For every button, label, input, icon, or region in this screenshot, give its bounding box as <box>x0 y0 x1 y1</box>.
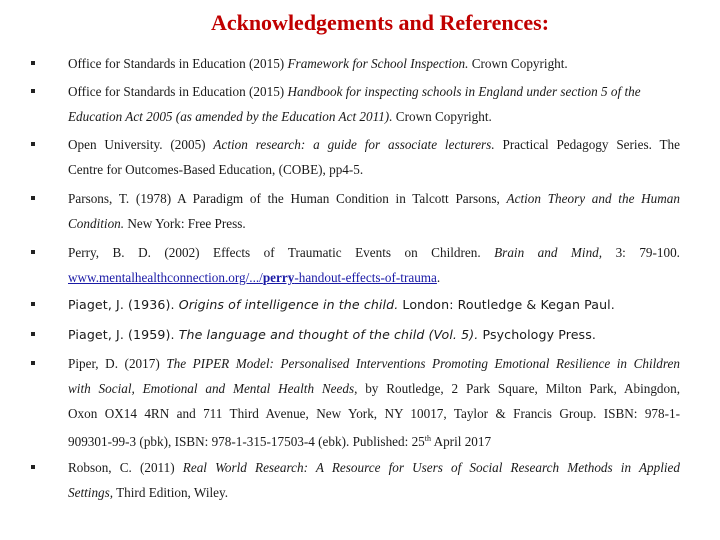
reference-text: Piaget, J. (1936). <box>68 297 179 312</box>
reference-text: 909301-99-3 (pbk), ISBN: 978-1-315-17503-4 (ebk). Published: 25 <box>68 434 425 449</box>
reference-title: Education Act 2005 (as amended by the Education Act 2011). <box>68 109 393 124</box>
reference-text: Office for Standards in Education (2015) <box>68 84 288 99</box>
reference-title: Action research: a guide for associate lecturers. <box>213 137 495 152</box>
reference-line <box>68 55 680 73</box>
reference-line <box>68 190 680 208</box>
reference-line <box>68 326 680 344</box>
reference-text: Psychology Press. <box>478 327 596 342</box>
bullet-icon <box>31 196 35 200</box>
reference-line <box>68 484 680 502</box>
reference-line <box>68 83 680 101</box>
reference-text: Practical Pedagogy Series. The <box>494 137 680 152</box>
reference-text: Perry, B. D. (2002) Effects of Traumatic Events on Children. <box>68 245 495 260</box>
reference-text: Parsons, T. (1978) A Paradigm of the Human Condition in Talcott Parsons, <box>68 191 507 206</box>
reference-text: New York: Free Press. <box>124 216 246 231</box>
reference-title: Action Theory and the Human <box>506 191 680 206</box>
reference-line <box>68 405 680 423</box>
reference-title: Real World Research: A Resource for Users of Social Research Methods in Applied <box>182 460 680 475</box>
reference-line <box>68 136 680 154</box>
reference-text: Piper, D. (2017) <box>68 356 167 371</box>
reference-line <box>68 161 680 179</box>
bullet-icon <box>31 332 35 336</box>
reference-title: Condition. <box>68 216 125 231</box>
reference-text: , by Routledge, 2 Park Square, Milton Park, Abingdon, <box>354 381 680 396</box>
reference-text: Office for Standards in Education (2015) <box>68 56 288 71</box>
reference-line <box>68 459 680 477</box>
bullet-icon <box>31 89 35 93</box>
reference-line <box>68 380 680 398</box>
reference-text: Crown Copyright. <box>468 56 568 71</box>
reference-text: Third Edition, Wiley. <box>113 485 229 500</box>
reference-title: Framework for School Inspection. <box>287 56 469 71</box>
reference-text: . <box>436 270 441 285</box>
reference-text: London: Routledge & Kegan Paul. <box>398 297 615 312</box>
reference-title: The PIPER Model: Personalised Interventions Promoting Emotional Resilience in Children <box>166 356 680 371</box>
page-title: Acknowledgements and References: <box>210 10 550 35</box>
bullet-icon <box>31 142 35 146</box>
reference-text: Crown Copyright. <box>392 109 492 124</box>
link-text[interactable]: -handout-effects-of-trauma <box>294 270 437 285</box>
reference-link[interactable] <box>68 270 437 285</box>
reference-line <box>68 244 680 262</box>
reference-line <box>68 355 680 373</box>
reference-text: 3: 79-100. <box>602 245 680 260</box>
reference-title: The language and thought of the child (Vol. 5). <box>178 327 479 342</box>
reference-line <box>68 269 680 287</box>
reference-text: Robson, C. (2011) <box>68 460 183 475</box>
reference-text: Centre for Outcomes-Based Education, (COBE), pp4-5. <box>68 162 364 177</box>
link-text[interactable]: www.mentalhealthconnection.org/.../ <box>68 270 263 285</box>
reference-line <box>68 108 680 126</box>
reference-text: Oxon OX14 4RN and 711 Third Avenue, New York, NY 10017, Taylor & Francis Group. ISBN: 978-1- <box>68 406 680 421</box>
reference-title: Handbook for inspecting schools in England under section 5 of the <box>287 84 641 99</box>
reference-line <box>68 430 680 451</box>
ordinal-suffix: th <box>424 434 431 443</box>
reference-line <box>68 215 680 233</box>
reference-title: Brain and Mind, <box>494 245 603 260</box>
reference-text: Open University. (2005) <box>68 137 214 152</box>
bullet-icon <box>31 465 35 469</box>
reference-title: Origins of intelligence in the child. <box>178 297 399 312</box>
reference-title: with Social, Emotional and Mental Health Needs <box>68 381 355 396</box>
link-text[interactable]: perry <box>262 270 295 285</box>
bullet-icon <box>31 302 35 306</box>
bullet-icon <box>31 61 35 65</box>
bullet-icon <box>31 250 35 254</box>
reference-line <box>68 296 680 314</box>
reference-text: Piaget, J. (1959). <box>68 327 179 342</box>
reference-title: Settings, <box>68 485 114 500</box>
bullet-icon <box>31 361 35 365</box>
reference-text: April 2017 <box>431 434 492 449</box>
